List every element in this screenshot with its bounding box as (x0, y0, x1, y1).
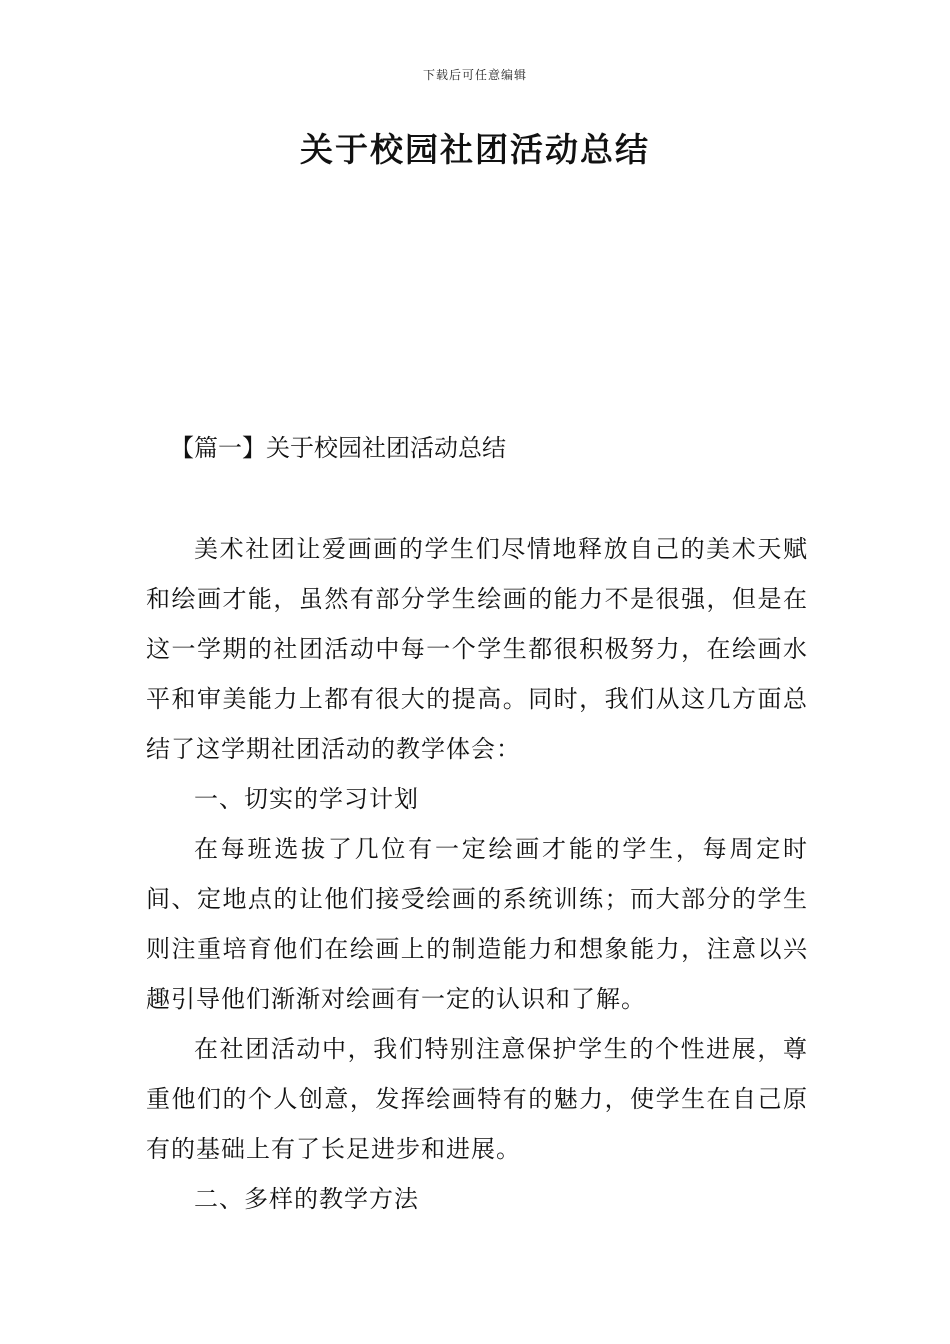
document-body (146, 524, 808, 1224)
document-title: 关于校园社团活动总结 (300, 130, 650, 169)
heading-teaching-methods: 二、多样的教学方法 (194, 1185, 419, 1213)
section-title: 【篇一】关于校园社团活动总结 (170, 434, 506, 462)
paragraph-intro: 美术社团让爱画画的学生们尽情地释放自己的美术天赋和绘画才能，虽然有部分学生绘画的能力不是很强，但是在这一学期的社团活动中每一个学生都很积极努力，在绘画水平和审美能力上都有很大的提高。同时，我们从这几方面总结了这学期社团活动的教学体会： (146, 535, 808, 763)
paragraph-individuality: 在社团活动中，我们特别注意保护学生的个性进展，尊重他们的个人创意，发挥绘画特有的魅力，使学生在自己原有的基础上有了长足进步和进展。 (146, 1035, 808, 1163)
heading-study-plan: 一、切实的学习计划 (194, 785, 419, 813)
header-note: 下载后可任意编辑 (422, 68, 527, 82)
paragraph-selection: 在每班选拔了几位有一定绘画才能的学生，每周定时间、定地点的让他们接受绘画的系统训练；而大部分的学生则注重培育他们在绘画上的制造能力和想象能力，注意以兴趣引导他们渐渐对绘画有一定的认识和了解。 (146, 835, 808, 1013)
